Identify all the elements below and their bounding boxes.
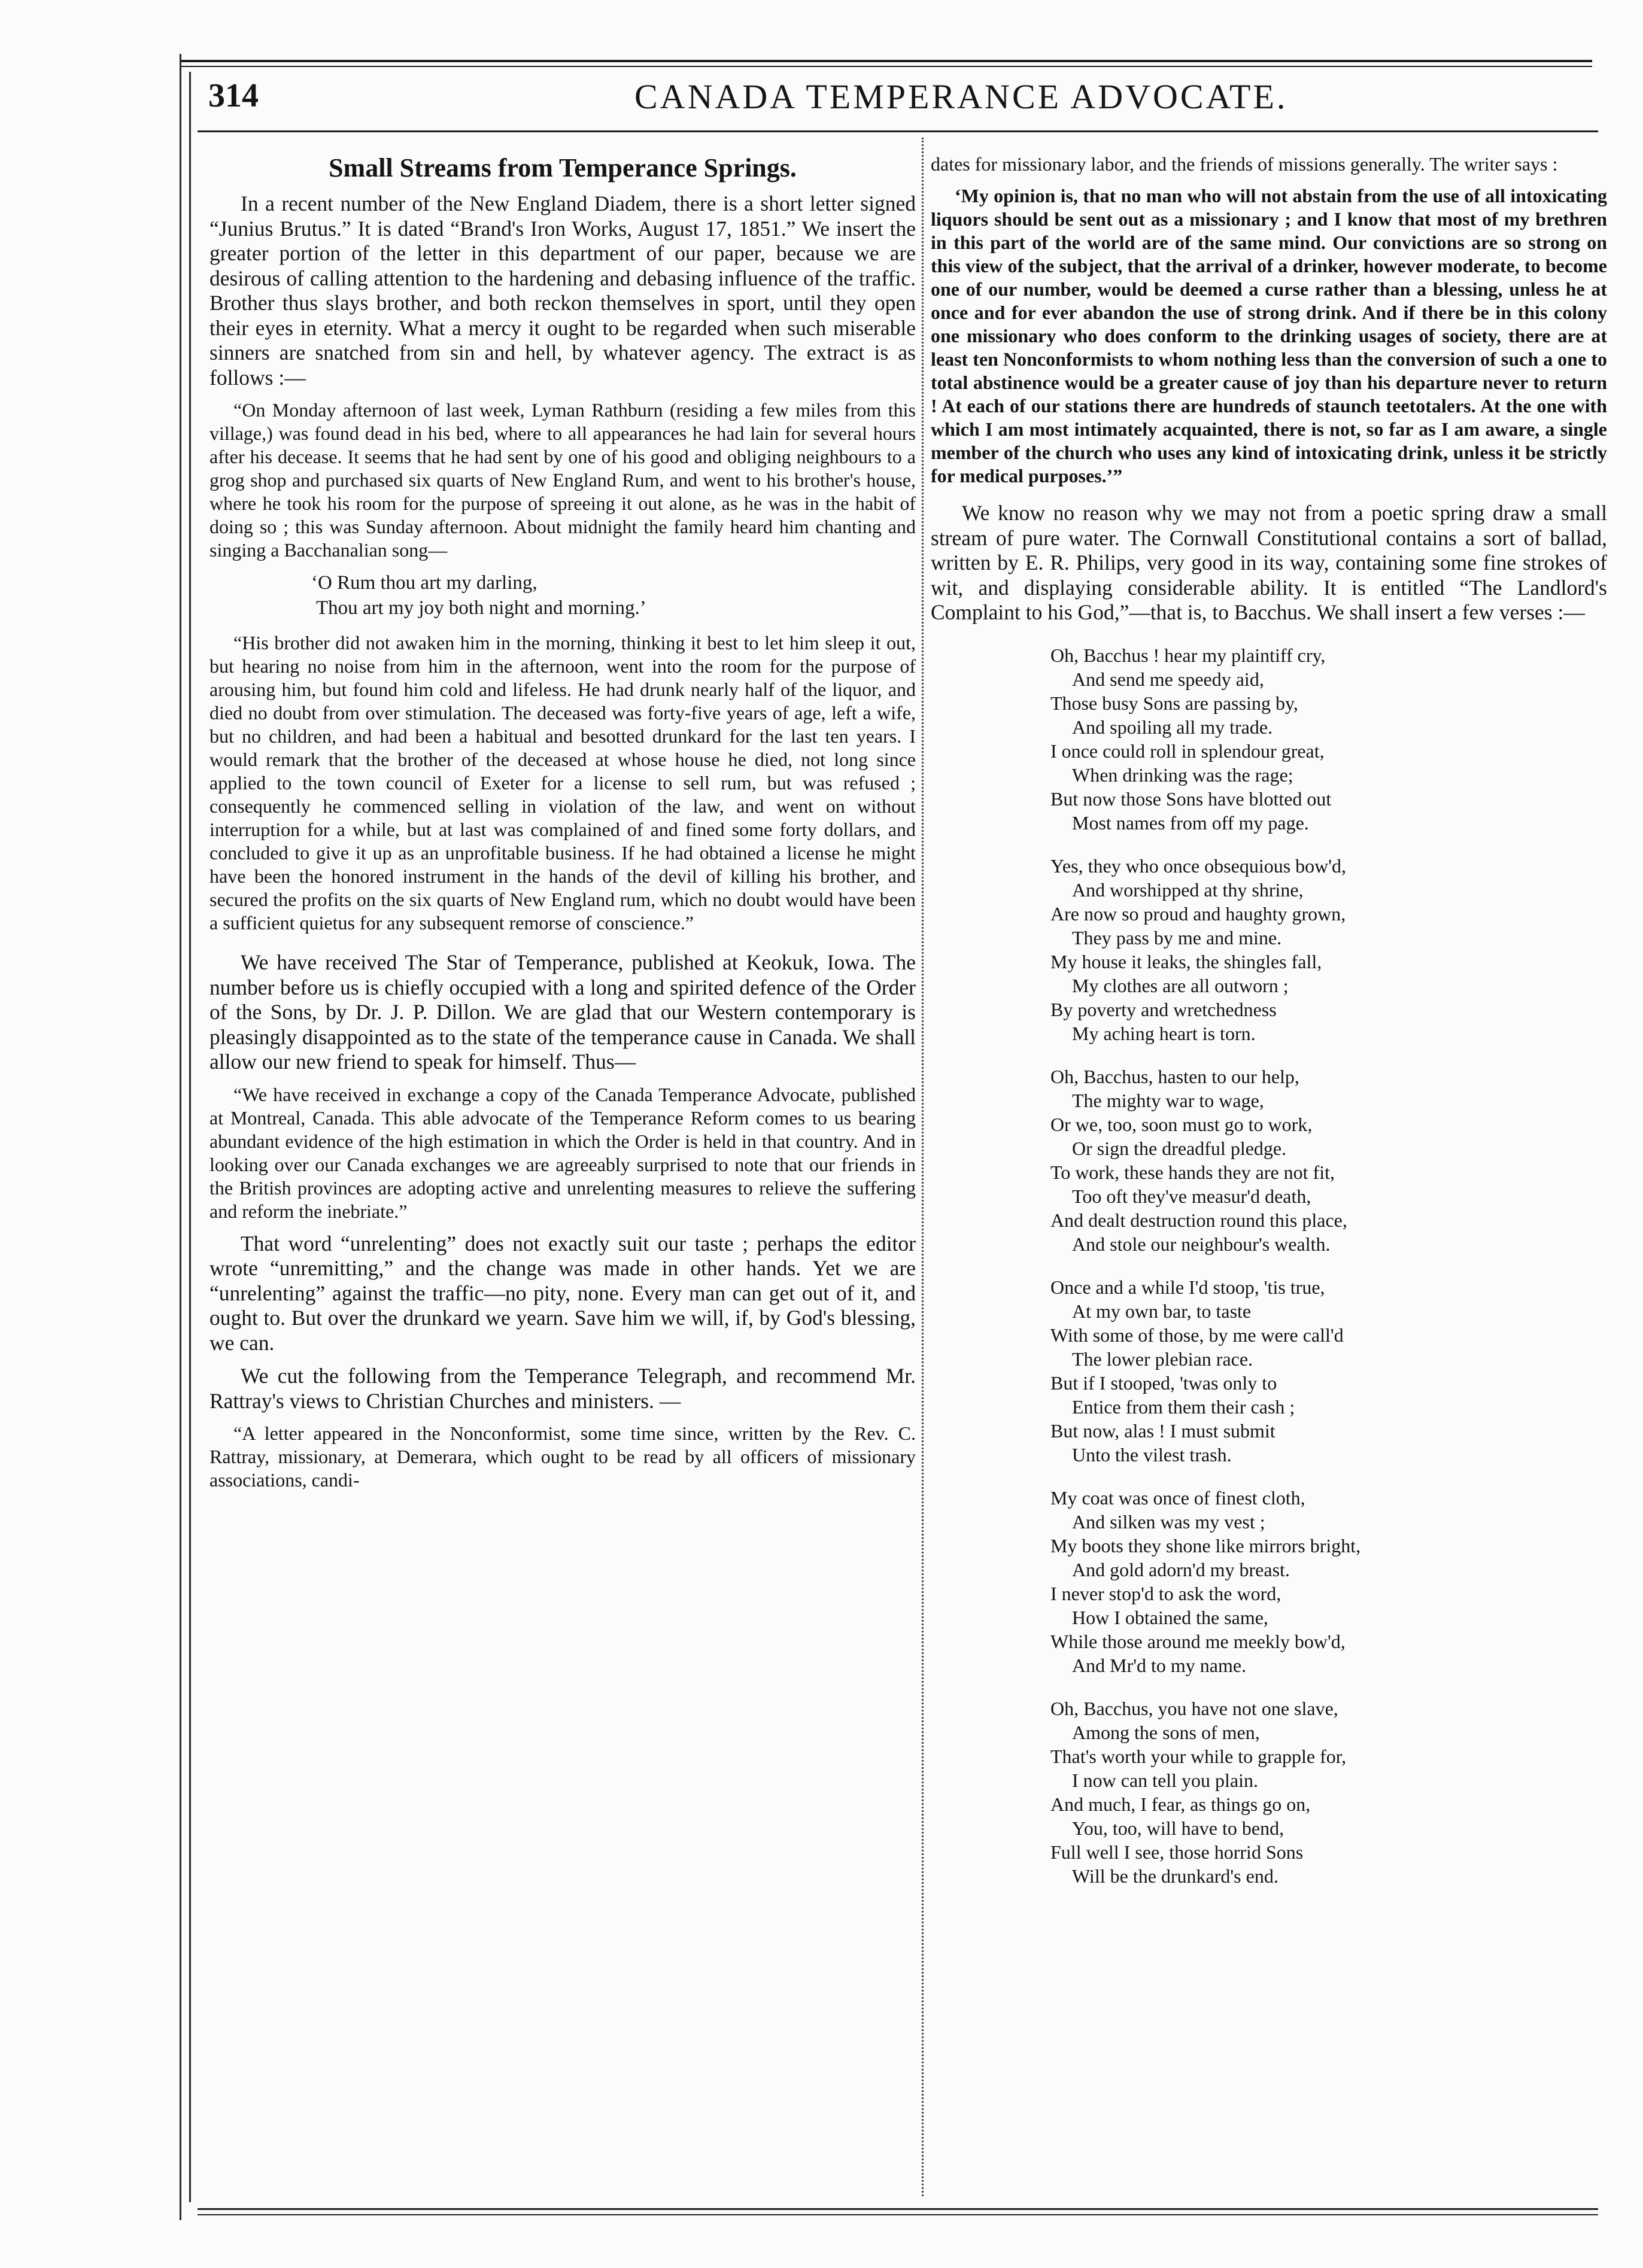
landlords-complaint-poem [931,643,1607,1888]
poem-line: And dealt destruction round this place, [1050,1209,1347,1231]
missionary-opinion-quote: ‘My opinion is, that no man who will not abstain from the use of all intoxicating liquors should be sent out as a missionary ; and I know that most of my brethren in this part of the world are of the same mind. Our convictions are so strong on this view of the subject, that the arrival of a drinker, however moderate, to become one of our number, would be deemed a curse rather than a blessing, unless he at once and for ever abandon the use of strong drink. And if there be in this colony one missionary who does conform to the drinking usages of society, there are at least ten Nonconformists to whom nothing less than the conversion of such a one to total abstinence would be a greater cause of joy than his departure never to return ! At each of our stations there are hundreds of staunch teetotalers. At the one with which I am most intimately acquainted, there is not, so far as I am aware, a single member of the church who uses any kind of intoxicating drink, unless it be strictly for medical purposes.’” [931,185,1607,487]
poem-line: And much, I fear, as things go on, [1050,1793,1311,1815]
left-column [209,153,916,1500]
poem-line: When drinking was the rage; [1072,764,1293,786]
poem-line: The lower plebian race. [1072,1348,1253,1370]
article-heading: Small Streams from Temperance Springs. [329,153,797,183]
song-line-2: Thou art my joy both night and morning.’ [316,597,646,619]
intro-paragraph: In a recent number of the New England Diadem, there is a short letter signed “Junius Brutus.” It is dated “Brand's Iron Works, August 17, 1851.” We insert the greater portion of the letter in this department of our paper, because we are desirous of calling attention to the hardening and debasing influence of the traffic. Brother thus slays brother, and both reckon themselves in sport, until they open their eyes in eternity. What a mercy it ought to be regarded when such miserable sinners are snatched from sin and hell, by whatever agency. The extract is as follows :— [209,191,916,390]
poem-line: My coat was once of finest cloth, [1050,1486,1305,1509]
poem-stanza [1050,1275,1607,1467]
poem-line: Are now so proud and haughty grown, [1050,902,1346,925]
poem-intro-paragraph: We know no reason why we may not from a poetic spring draw a small stream of pure water. The Cornwall Constitutional contains a sort of ballad, written by E. R. Philips, very good in its way, containing some fine strokes of wit, and displaying considerable ability. It is entitled “The Landlord's Complaint to his God,”—that is, to Bacchus. We shall insert a few verses :— [931,501,1607,624]
poem-stanza [1050,1697,1607,1888]
top-double-rule-2 [180,66,1592,67]
bottom-rule-2 [198,2214,1598,2215]
poem-line: Most names from off my page. [1072,811,1309,834]
poem-line: But if I stooped, 'twas only to [1050,1372,1277,1394]
bottom-rule [198,2208,1598,2210]
poem-stanza [1050,1486,1607,1677]
poem-line: Unto the vilest trash. [1072,1443,1232,1466]
poem-line: At my own bar, to taste [1072,1300,1252,1322]
poem-line: I now can tell you plain. [1072,1769,1259,1791]
column-divider [922,138,924,2196]
song-verse [209,570,916,621]
star-of-temperance-paragraph: We have received The Star of Temperance, published at Keokuk, Iowa. The number before us is chiefly occupied with a long and spirited defence of the Order of the Sons, by Dr. J. P. Dillon. We are glad that our Western contemporary is pleasingly disappointed as to the state of the temperance cause in Canada. We shall allow our new friend to speak for himself. Thus— [209,950,916,1074]
poem-stanza [1050,854,1607,1045]
poem-line: Entice from them their cash ; [1072,1396,1295,1418]
telegraph-paragraph: We cut the following from the Temperance Telegraph, and recommend Mr. Rattray's views to Christian Churches and ministers. — [209,1364,916,1413]
poem-line: I never stop'd to ask the word, [1050,1582,1281,1604]
song-line-1: ‘O Rum thou art my darling, [311,572,537,594]
poem-line: My clothes are all outworn ; [1072,974,1289,996]
quoted-letter-part2: “His brother did not awaken him in the morning, thinking it best to let him sleep it out, but hearing no noise from him in the afternoon, went into the room for the purpose of arousing him, but found him cold and lifeless. He had drunk nearly half of the liquor, and died no doubt from over stimulation. The deceased was forty-five years of age, left a wife, but no children, and had been a habitual and besotted drunkard for the last ten years. I would remark that the brother of the deceased at whose house he died, not long since applied to the town council of Exeter for a license to sell rum, but was refused ; consequently he commenced selling in violation of the law, and went on without interruption for a while, but at last was complained of and fined some forty dollars, and concluded to give it up as an unprofitable business. If he had obtained a license he might have been the honored instrument in the hands of the devil of killing his brother, and secured the profits on the six quarts of New England rum, which no doubt would have been a sufficient quietus for any subsequent remorse of conscience.” [209,632,916,934]
poem-line: My aching heart is torn. [1072,1022,1256,1044]
poem-line: By poverty and wretchedness [1050,998,1277,1020]
poem-line: And gold adorn'd my breast. [1072,1558,1290,1580]
poem-line: Oh, Bacchus, hasten to our help, [1050,1065,1299,1087]
unrelenting-paragraph: That word “unrelenting” does not exactly suit our taste ; perhaps the editor wrote “unremitting,” and the change was made in other hands. Yet we are “unrelenting” against the traffic—no pity, none. Every man can get out of it, and ought to. But over the drunkard we yearn. Save him we will, if, by God's blessing, we can. [209,1231,916,1355]
poem-line: That's worth your while to grapple for, [1050,1745,1347,1767]
page-number: 314 [208,77,259,114]
top-double-rule [180,60,1592,62]
poem-line: Among the sons of men, [1072,1721,1260,1743]
poem-line: Those busy Sons are passing by, [1050,692,1298,714]
poem-line: Or we, too, soon must go to work, [1050,1113,1313,1135]
poem-line: Oh, Bacchus, you have not one slave, [1050,1697,1338,1719]
poem-line: While those around me meekly bow'd, [1050,1630,1346,1652]
poem-line: And Mr'd to my name. [1072,1654,1247,1676]
poem-line: Yes, they who once obsequious bow'd, [1050,855,1347,877]
poem-line: But now those Sons have blotted out [1050,788,1332,810]
poem-line: You, too, will have to bend, [1072,1817,1284,1839]
poem-stanza [1050,643,1607,835]
poem-line: But now, alas ! I must submit [1050,1419,1275,1442]
poem-line: My house it leaks, the shingles fall, [1050,950,1322,972]
poem-line: The mighty war to wage, [1072,1089,1264,1111]
poem-stanza [1050,1065,1607,1256]
poem-line: I once could roll in splendour great, [1050,740,1325,762]
poem-line: To work, these hands they are not fit, [1050,1161,1335,1183]
poem-line: Once and a while I'd stoop, 'tis true, [1050,1276,1325,1298]
poem-line: And silken was my vest ; [1072,1510,1265,1533]
poem-line: With some of those, by me were call'd [1050,1324,1344,1346]
poem-line: Too oft they've measur'd death, [1072,1185,1311,1207]
paper-title: CANADA TEMPERANCE ADVOCATE. [634,77,1288,116]
left-margin-rule [180,54,181,2220]
star-quote: “We have received in exchange a copy of the Canada Temperance Advocate, published at Montreal, Canada. This able advocate of the Temperance Reform comes to us bearing abundant evidence of the high estimation in which the Order is held in that country. And in looking over our Canada exchanges we are agreeably surprised to note that our friends in the British provinces are adopting active and unrelenting measures to relieve the suffering and reform the inebriate.” [209,1083,916,1222]
header-rule [198,130,1598,132]
poem-line: And send me speedy aid, [1072,668,1264,690]
quoted-letter-part1: “On Monday afternoon of last week, Lyman Rathburn (residing a few miles from this village,) was found dead in his bed, where to all appearances he had lain for several hours after his decease. It seems that he had sent by one of his good and obliging neighbours to a grog shop and purchased six quarts of New England Rum, and went to his brother's house, where he took his room for the purpose of spreeing it out alone, as he was in the habit of doing so ; this was Sunday afternoon. About midnight the family heard him chanting and singing a Bacchanalian song— [209,399,916,561]
rattray-letter-start: “A letter appeared in the Nonconformist, some time since, written by the Rev. C. Rattray, missionary, at Demerara, which ought to be read by all officers of missionary associations, candi- [209,1422,916,1491]
poem-line: And spoiling all my trade. [1072,716,1273,738]
poem-line: How I obtained the same, [1072,1606,1268,1628]
poem-line: Oh, Bacchus ! hear my plaintiff cry, [1050,644,1326,666]
poem-line: Or sign the dreadful pledge. [1072,1137,1287,1159]
left-margin-rule-2 [189,72,191,2202]
page-header [180,71,1595,118]
poem-line: They pass by me and mine. [1072,926,1282,948]
poem-line: And stole our neighbour's wealth. [1072,1233,1331,1255]
right-column [931,153,1607,1907]
poem-line: Full well I see, those horrid Sons [1050,1841,1304,1863]
poem-line: Will be the drunkard's end. [1072,1865,1278,1887]
continuation-paragraph: dates for missionary labor, and the friends of missions generally. The writer says : [931,153,1558,175]
poem-line: My boots they shone like mirrors bright, [1050,1534,1361,1556]
poem-line: And worshipped at thy shrine, [1072,878,1304,901]
